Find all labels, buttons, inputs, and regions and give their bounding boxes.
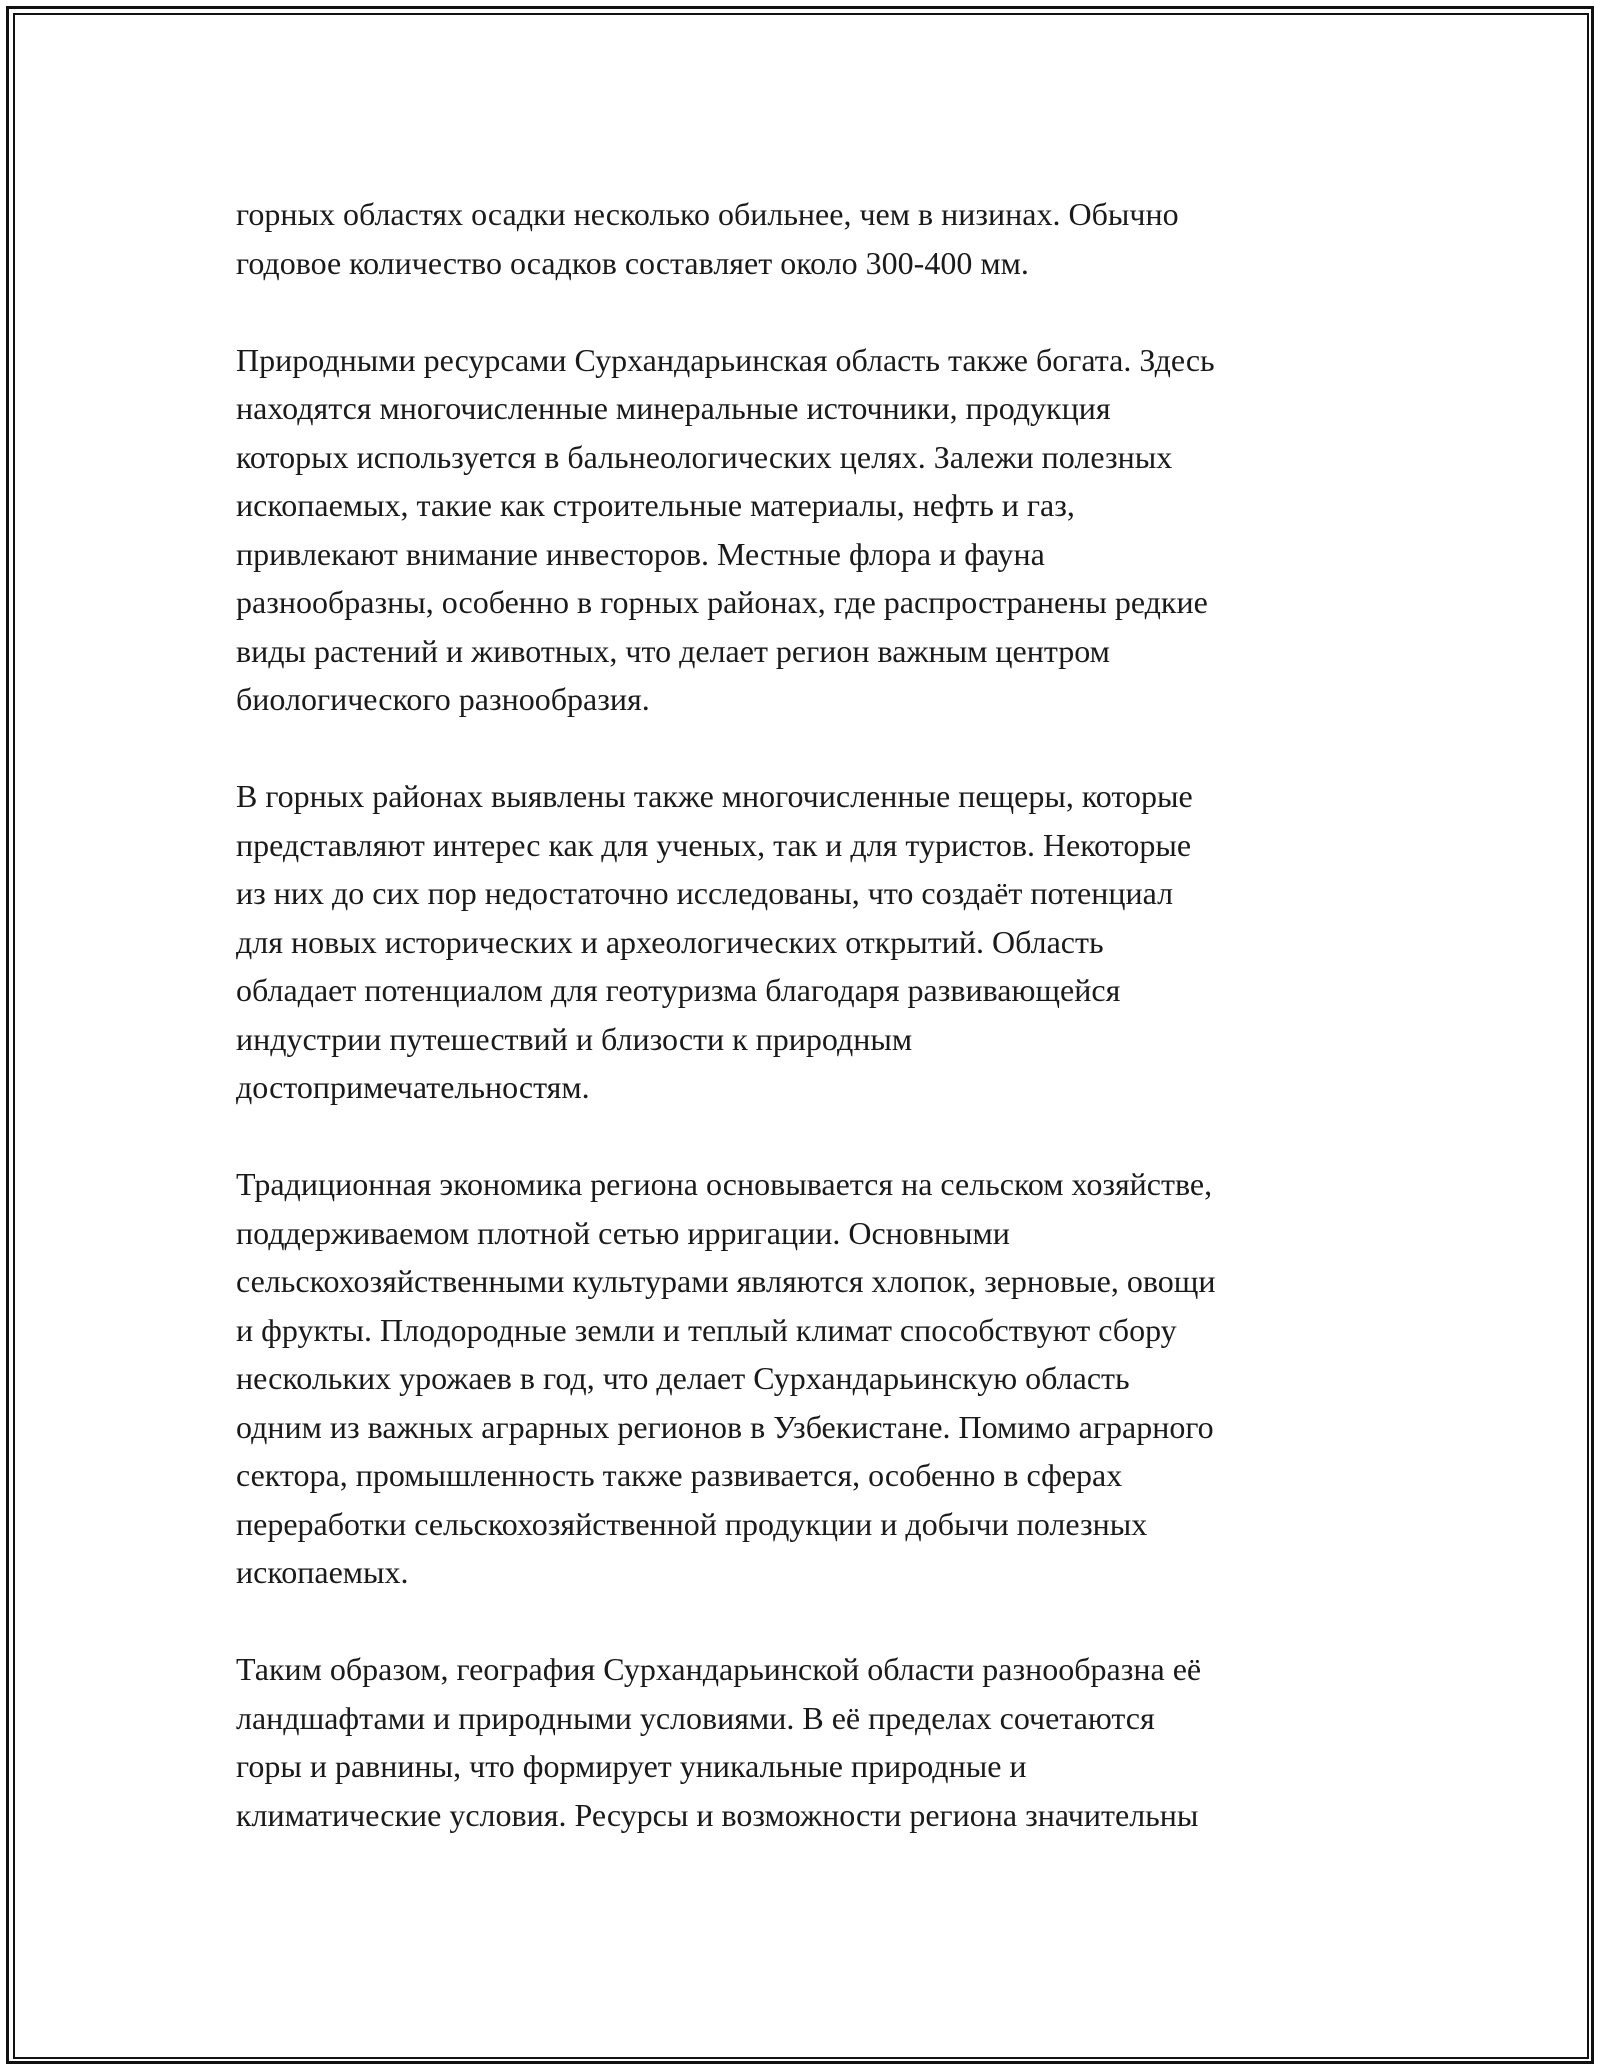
text-line: Природными ресурсами Сурхандарьинская область также богата. Здесь [236,341,1215,378]
text-line: биологического разнообразия. [236,681,650,717]
text-line: горных областях осадки несколько обильнее, чем в низинах. Обычно [236,196,1179,232]
text-line: которых используется в бальнеологических целях. Залежи полезных [236,438,1173,475]
paragraph-2 [236,336,1376,724]
paragraph-5 [236,1645,1376,1839]
text-line: и фрукты. Плодородные земли и теплый климат способствуют сбору [236,1311,1177,1348]
text-line: сельскохозяйственными культурами являются хлопок, зерновые, овощи [236,1263,1216,1299]
paragraph-3 [236,772,1376,1112]
text-line: нескольких урожаев в год, что делает Сурхандарьинскую область [236,1360,1130,1396]
text-line: ископаемых, такие как строительные материалы, нефть и газ, [236,487,1075,523]
text-line: ландшафтами и природными условиями. В её пределах сочетаются [236,1699,1155,1736]
text-line: В горных районах выявлены также многочисленные пещеры, которые [236,778,1193,814]
text-line: поддерживаемом плотной сетью ирригации. Основными [236,1214,1010,1251]
text-line: сектора, промышленность также развивается, особенно в сферах [236,1457,1123,1493]
text-line: для новых исторических и археологических открытий. Область [236,923,1104,960]
text-line: годовое количество осадков составляет около 300-400 мм. [236,244,1029,281]
text-line: одним из важных аграрных регионов в Узбекистане. Помимо аграрного [236,1408,1214,1445]
text-line: климатические условия. Ресурсы и возможности региона значительны [236,1796,1199,1833]
text-line: представляют интерес как для ученых, так и для туристов. Некоторые [236,826,1192,863]
paragraph-4 [236,1160,1376,1597]
paragraph-1 [236,190,1376,287]
text-line: Традиционная экономика региона основывается на сельском хозяйстве, [236,1166,1213,1202]
text-line: ископаемых. [236,1554,409,1590]
text-line: достопримечательностям. [236,1069,590,1105]
text-line: горы и равнины, что формирует уникальные природные и [236,1748,1027,1784]
document-body [236,190,1376,1839]
text-line: разнообразны, особенно в горных районах, где распространены редкие [236,584,1208,620]
text-line: переработки сельскохозяйственной продукции и добычи полезных [236,1505,1148,1542]
text-line: индустрии путешествий и близости к природным [236,1020,913,1057]
text-line: находятся многочисленные минеральные источники, продукция [236,390,1111,426]
text-line: виды растений и животных, что делает регион важным центром [236,632,1110,669]
text-line: Таким образом, география Сурхандарьинской области разнообразна её [236,1651,1202,1687]
text-line: привлекают внимание инвесторов. Местные флора и фауна [236,535,1045,572]
text-line: обладает потенциалом для геотуризма благодаря развивающейся [236,972,1121,1008]
text-line: из них до сих пор недостаточно исследованы, что создаёт потенциал [236,875,1174,911]
